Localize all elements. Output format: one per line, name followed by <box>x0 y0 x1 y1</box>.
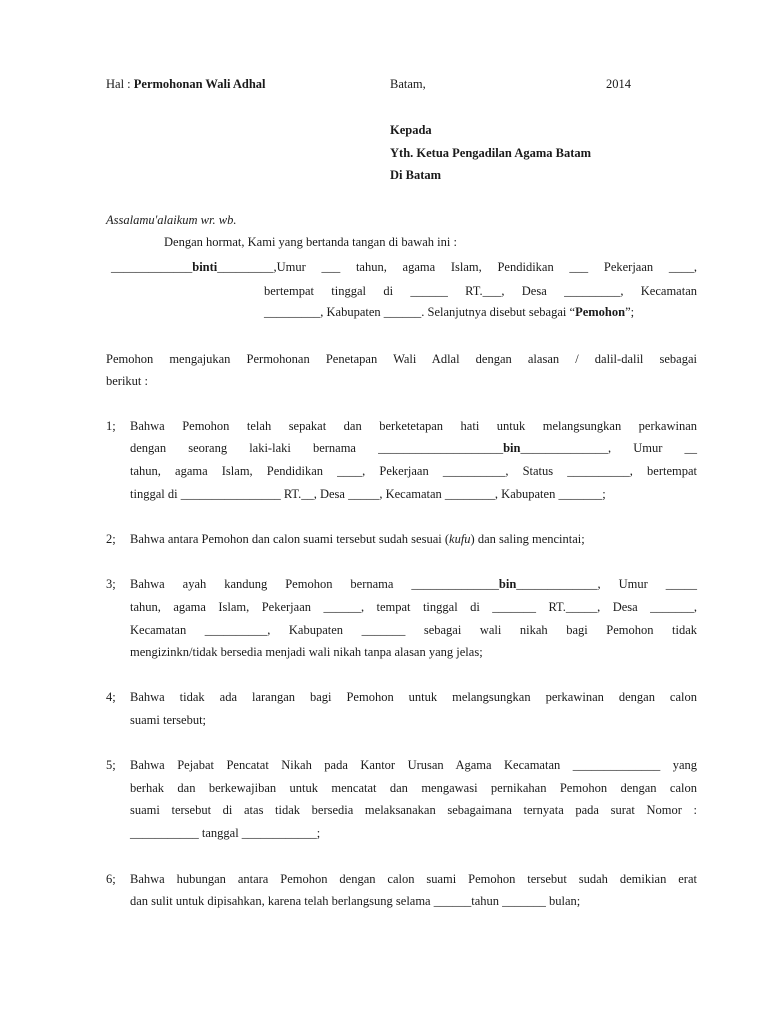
applicant-line-3: _________, Kabupaten ______. Selanjutnya disebut sebagai “Pemohon”; <box>264 305 635 319</box>
item-6-number: 6; <box>106 872 116 886</box>
item-1-line-4: tinggal di ________________ RT.__, Desa _____, Kecamatan ________, Kabupaten _______; <box>130 487 606 501</box>
recipient-line-3: Di Batam <box>390 168 442 182</box>
subject-line <box>106 77 266 92</box>
recipient-line-1: Kepada <box>390 123 432 137</box>
hal-label: Hal : <box>106 77 131 91</box>
city-date: Batam, <box>390 77 426 91</box>
item-3-number: 3; <box>106 577 116 591</box>
item-5-line-2: berhak dan berkewajiban untuk mencatat dan mengawasi pernikahan Pemohon dengan calon <box>130 781 697 795</box>
item-5-line-1: Bahwa Pejabat Pencatat Nikah pada Kantor Urusan Agama Kecamatan ______________ yang <box>130 758 697 772</box>
item-1-line-1: Bahwa Pemohon telah sepakat dan berketetapan hati untuk melangsungkan perkawinan <box>130 419 697 433</box>
item-3-line-1: Bahwa ayah kandung Pemohon bernama ______________bin_____________, Umur _____ <box>130 577 697 591</box>
item-4-line-2: suami tersebut; <box>130 713 207 727</box>
item-6-line-2: dan sulit untuk dipisahkan, karena telah berlangsung selama ______tahun _______ bulan; <box>130 894 581 908</box>
hal-subject: Permohonan Wali Adhal <box>133 77 266 91</box>
year: 2014 <box>606 77 631 91</box>
item-5-line-4: ___________ tanggal ____________; <box>130 826 321 840</box>
intro-text: Dengan hormat, Kami yang bertanda tangan di bawah ini : <box>164 235 457 249</box>
item-6-line-1: Bahwa hubungan antara Pemohon dengan calon suami Pemohon tersebut sudah demikian erat <box>130 872 697 886</box>
item-5-line-3: suami tersebut di atas tidak bersedia melaksanakan sebagaimana ternyata pada surat Nomor : <box>130 803 697 817</box>
item-4-line-1: Bahwa tidak ada larangan bagi Pemohon untuk melangsungkan perkawinan dengan calon <box>130 690 697 704</box>
item-2-number: 2; <box>106 532 116 546</box>
recipient-line-2: Yth. Ketua Pengadilan Agama Batam <box>390 146 592 160</box>
item-4-number: 4; <box>106 690 116 704</box>
reasons-intro-line-2: berikut : <box>106 374 149 388</box>
item-1-number: 1; <box>106 419 116 433</box>
greeting: Assalamu'alaikum wr. wb. <box>106 213 237 227</box>
item-5-number: 5; <box>106 758 116 772</box>
applicant-line-2: bertempat tinggal di ______ RT.___, Desa _________, Kecamatan <box>264 284 697 298</box>
item-3-line-2: tahun, agama Islam, Pekerjaan ______, tempat tinggal di _______ RT._____, Desa _______, <box>130 600 697 614</box>
item-3-line-4: mengizinkn/tidak bersedia menjadi wali nikah tanpa alasan yang jelas; <box>130 645 483 659</box>
item-3-line-3: Kecamatan __________, Kabupaten _______ sebagai wali nikah bagi Pemohon tidak <box>130 623 697 637</box>
reasons-intro-line-1: Pemohon mengajukan Permohonan Penetapan Wali Adlal dengan alasan / dalil-dalil sebagai <box>106 352 697 366</box>
applicant-line-1: _____________binti_________,Umur ___ tahun, agama Islam, Pendidikan ___ Pekerjaan ____, <box>111 260 697 274</box>
item-2-line-1: Bahwa antara Pemohon dan calon suami tersebut sudah sesuai (kufu) dan saling mencintai; <box>130 532 585 546</box>
item-1-line-2: dengan seorang laki-laki bernama ____________________bin______________, Umur __ <box>130 441 697 455</box>
item-1-line-3: tahun, agama Islam, Pendidikan ____, Pekerjaan __________, Status __________, bertempat <box>130 464 697 478</box>
